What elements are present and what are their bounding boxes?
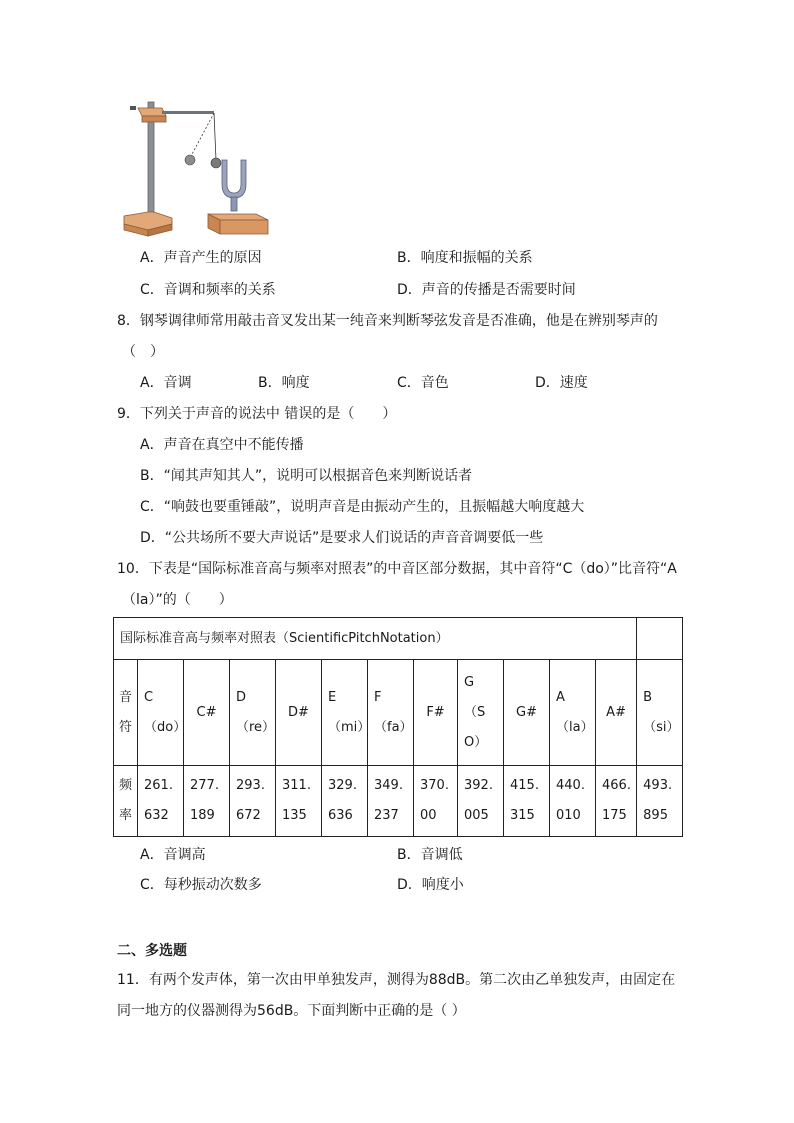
note-cell bbox=[368, 660, 414, 766]
q10-stem-line1: 10．下表是“国际标准音高与频率对照表”的中音区部分数据，其中音符“C（do）”比音符“A bbox=[117, 561, 677, 577]
note-syllable: （la） bbox=[556, 719, 594, 735]
freq-frac: 315 bbox=[510, 808, 535, 823]
q9-option-a: A．声音在真空中不能传播 bbox=[140, 437, 304, 453]
freq-int: 415. bbox=[510, 778, 539, 793]
q10-option-d: D．响度小 bbox=[397, 877, 464, 893]
freq-frac: 636 bbox=[328, 808, 353, 823]
q10-stem-line2: （la）”的（ ） bbox=[122, 592, 233, 608]
frequency-cell bbox=[637, 766, 683, 837]
freq-frac: 00 bbox=[420, 808, 437, 823]
q9-option-d: D．“公共场所不要大声说话”是要求人们说话的声音音调要低一些 bbox=[140, 530, 544, 546]
pendulum-string-dashed bbox=[190, 113, 214, 158]
q8-option-d: D．速度 bbox=[535, 375, 588, 391]
note-syllable: （re） bbox=[236, 719, 276, 735]
q9-option-c: C．“响鼓也要重锤敲”，说明声音是由振动产生的，且振幅越大响度越大 bbox=[140, 499, 585, 515]
frequency-cell bbox=[184, 766, 230, 837]
frequency-cell bbox=[276, 766, 322, 837]
note-name: C# bbox=[196, 704, 217, 720]
note-cell bbox=[458, 660, 504, 766]
freq-int: 392. bbox=[464, 778, 493, 793]
q7-option-d: D．声音的传播是否需要时间 bbox=[397, 282, 576, 298]
frequency-cell bbox=[230, 766, 276, 837]
freq-frac: 135 bbox=[282, 808, 307, 823]
table-title: 国际标准音高与频率对照表（ScientificPitchNotation） bbox=[114, 618, 637, 660]
frequency-cell bbox=[322, 766, 368, 837]
freq-frac: 005 bbox=[464, 808, 489, 823]
frequency-cell bbox=[550, 766, 596, 837]
freq-header-char-2: 率 bbox=[118, 808, 132, 823]
note-cell bbox=[184, 660, 230, 766]
frequency-cell bbox=[596, 766, 637, 837]
note-cell bbox=[550, 660, 596, 766]
pitch-frequency-table bbox=[113, 617, 683, 837]
note-name: E bbox=[328, 689, 337, 705]
note-name: G bbox=[464, 674, 475, 690]
q10-option-b: B．音调低 bbox=[397, 847, 463, 863]
freq-int: 261. bbox=[144, 778, 173, 793]
note-name: A bbox=[556, 689, 565, 705]
freq-int: 493. bbox=[643, 778, 673, 793]
note-syllable: （do） bbox=[144, 719, 187, 735]
note-name: G# bbox=[516, 704, 537, 720]
q7-option-b: B．响度和振幅的关系 bbox=[397, 250, 533, 266]
note-cell bbox=[138, 660, 187, 766]
stand-arm bbox=[162, 111, 214, 114]
q8-stem-line1: 8．钢琴调律师常用敲击音叉发出某一纯音来判断琴弦发音是否准确，他是在辨别琴声的 bbox=[117, 313, 658, 329]
freq-int: 277. bbox=[190, 778, 219, 793]
freq-frac: 632 bbox=[144, 808, 169, 823]
note-name: D# bbox=[288, 704, 309, 720]
note-syllable: （si） bbox=[643, 719, 680, 735]
freq-int: 349. bbox=[374, 778, 403, 793]
note-syllable-cont: O） bbox=[464, 734, 488, 750]
frequency-row-header bbox=[114, 766, 138, 837]
note-cell bbox=[322, 660, 371, 766]
table-note-row bbox=[114, 660, 683, 766]
note-name: D bbox=[236, 689, 247, 705]
frequency-cell bbox=[458, 766, 504, 837]
note-cell bbox=[504, 660, 550, 766]
pendulum-string bbox=[214, 113, 216, 160]
note-name: A# bbox=[606, 704, 626, 720]
freq-header-char-1: 频 bbox=[118, 778, 132, 793]
table-title-empty-cell bbox=[637, 618, 683, 660]
q8-option-a: A．音调 bbox=[140, 375, 192, 391]
q10-option-a: A．音调高 bbox=[140, 847, 206, 863]
section-heading-multiple-choice: 二、多选题 bbox=[117, 943, 187, 959]
freq-int: 440. bbox=[556, 778, 585, 793]
q9-option-b: B．“闻其声知其人”，说明可以根据音色来判断说话者 bbox=[140, 468, 473, 484]
note-row-header bbox=[114, 660, 138, 766]
q7-option-a: A．声音产生的原因 bbox=[140, 250, 262, 266]
freq-int: 329. bbox=[328, 778, 357, 793]
note-cell bbox=[414, 660, 458, 766]
freq-int: 466. bbox=[602, 778, 631, 793]
tuning-fork-pendulum-figure bbox=[118, 98, 278, 240]
freq-frac: 189 bbox=[190, 808, 215, 823]
note-name: F bbox=[374, 689, 382, 705]
note-cell bbox=[276, 660, 322, 766]
note-header-char-1: 音 bbox=[118, 689, 132, 705]
q7-option-c: C．音调和频率的关系 bbox=[140, 282, 276, 298]
q11-stem-line2: 同一地方的仪器测得为56dB。下面判断中正确的是（ ） bbox=[117, 1003, 466, 1019]
pendulum-ball bbox=[211, 158, 221, 168]
q8-option-c: C．音色 bbox=[397, 375, 449, 391]
q10-option-c: C．每秒振动次数多 bbox=[140, 877, 262, 893]
q9-stem: 9．下列关于声音的说法中 错误的是（ ） bbox=[117, 406, 397, 422]
freq-int: 311. bbox=[282, 778, 311, 793]
note-syllable: （fa） bbox=[374, 719, 413, 735]
note-cell bbox=[230, 660, 276, 766]
freq-int: 293. bbox=[236, 778, 265, 793]
frequency-cell bbox=[414, 766, 458, 837]
tuning-fork bbox=[222, 160, 246, 198]
stand-clamp bbox=[138, 108, 166, 116]
table-frequency-row bbox=[114, 766, 683, 837]
q8-option-b: B．响度 bbox=[258, 375, 310, 391]
q8-stem-line2: （ ） bbox=[122, 344, 164, 360]
note-name: F# bbox=[426, 704, 445, 720]
note-name: B bbox=[643, 689, 653, 705]
freq-frac: 010 bbox=[556, 808, 581, 823]
note-header-char-2: 符 bbox=[118, 719, 132, 735]
frequency-cell bbox=[368, 766, 414, 837]
pendulum-ball-faded bbox=[185, 155, 195, 165]
frequency-cell bbox=[504, 766, 550, 837]
note-cell bbox=[596, 660, 637, 766]
table-title-row bbox=[114, 618, 683, 660]
note-name: C bbox=[144, 689, 154, 705]
freq-frac: 237 bbox=[374, 808, 399, 823]
note-syllable: （mi） bbox=[328, 719, 371, 735]
freq-frac: 175 bbox=[602, 808, 627, 823]
freq-frac: 672 bbox=[236, 808, 261, 823]
note-syllable: （S bbox=[464, 704, 486, 720]
note-cell bbox=[637, 660, 683, 766]
q11-stem-line1: 11．有两个发声体，第一次由甲单独发声，测得为88dB。第二次由乙单独发声，由固定在 bbox=[117, 972, 676, 988]
freq-frac: 895 bbox=[643, 808, 668, 823]
frequency-cell bbox=[138, 766, 184, 837]
freq-int: 370. bbox=[420, 778, 449, 793]
